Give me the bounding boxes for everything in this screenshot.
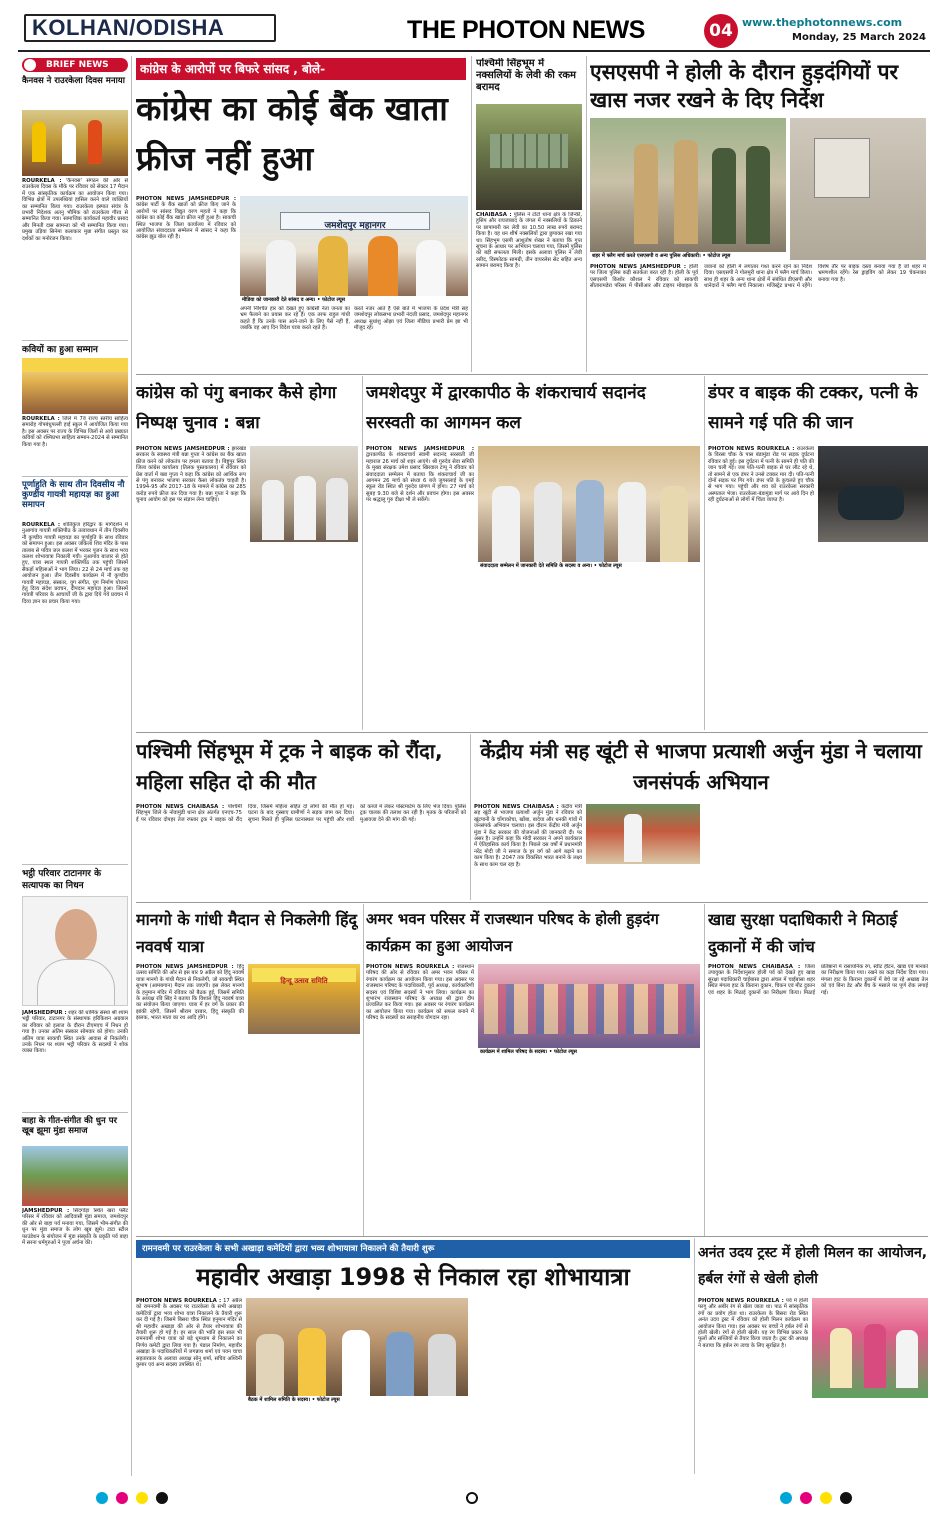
ssp-body-text: होली पर जिला पुलिस कड़ी सतर्कता बरत रही है। होली के पूर्व एसएसपी किशोर कौशल ने रविवार को साकची सीतारामडेरा परिसर में पीसीआर और टाइगर मोबाइल के जवानों को होली में लगातार गश्त करने रहने का निर्देश दिया। एसएसपी ने गोलमुरी थाना क्षेत्र में फ्लैग मार्च किया। साथ ही शहर के अन्य थाना क्षेत्रों में संबंधित डीएसपी और थानेदारों ने फ्लैग मार्च निकाला। मजिस्ट्रेट प्रभार में रहेंगे। विशेष तौर पर बाइक दस्ता बनाया गया है जो शहर में भ्रमणशील रहेंगे। रेस ड्राइविंग को लेकर 19 चेकनाका बनाया गया है। (590, 264, 926, 290)
lead-kicker-text: कांग्रेस के आरोपों पर बिफरे सांसद , बोले- (140, 62, 326, 76)
shankaracharya-caption: संवाददाता सम्मेलन में जानकारी देते समिति के सदस्य व अन्य। • फोटोज ल्यूस (478, 562, 700, 570)
mahavir-body-text: 17 अप्रैल को रामनवमी के अवसर पर राउरकेला के सभी अखाड़ा कमेटियों द्वारा भव्य शोभा यात्रा निकालने के तैयारी शुरू कर दी गई है। जिसमे बिसरा चौक स्थित हनुमान मंदिर से श्री महावीर अखाड़ा की ओर से तैयार शोभायात्रा की तैयारी शुरू हो गई है। हर साल की भांति इस साल भी रामनवमी शोभा यात्रा को बड़े धूमधाम से निकालने का निर्णय कमेटी द्वारा लिया गया है। पंडाल निर्माण, महावीर अखाड़ा के पदाधिकारियों में जगन्नाथ शर्मा एवं पवन चाचा सहतारकार के अलावा अध्यक्ष सोनू शर्मा, सचिव अश्विनी कुमार एवं अन्य सदस्य उपस्थित थे। (136, 1298, 242, 1369)
lead-banner (280, 212, 430, 230)
brief-news-label (22, 58, 128, 72)
naxal-headline: पश्चिमी सिंहभूम में नक्सलियों के लेवी की रकम बरामद (476, 58, 577, 93)
anant-body-text: पर्व में होली फागु और अबीर रंग से खेला जाता था। पाठ में सांस्कृतिक रंगों का प्रयोग होता था। राउरकेला के बिसरा रोड स्थित अनंत उदय ट्रस्ट में रविवार को होली मिलन कार्यक्रम का आयोजन किया गया। इस अवसर पर बच्चों ने हर्बल रंगों से होली खेली। रंगों से होली खेली। यह रंग विभिन्न प्रकार के फूलों और सब्जियों से तैयार किया जाता है। ट्रस्ट की अध्यक्ष ने बताया कि हर्बल रंग त्वचा के लिए सुरक्षित है। (698, 1298, 808, 1349)
dateline: PHOTON NEWS JAMSHEDPUR : (136, 446, 230, 452)
dateline: JAMSHEDPUR : (22, 1208, 70, 1214)
registration-target (466, 1492, 478, 1504)
anant-photo (812, 1298, 928, 1398)
paper-title-text: THE PHOTON NEWS (407, 16, 645, 44)
dateline: PHOTON NEWS ROURKELA : (366, 964, 455, 970)
mahavir-body-col3 (472, 1298, 690, 1474)
print-registration-marks (0, 1482, 945, 1512)
mahavir-kicker (136, 1240, 690, 1258)
ssp-body (590, 264, 926, 370)
naxal-col-rule (586, 56, 587, 372)
rajasthan-photo (478, 964, 700, 1048)
banna-body-col1 (136, 446, 246, 728)
navvarsh-body-col1 (136, 964, 244, 1234)
issue-date: Monday, 25 March 2024 (792, 32, 926, 43)
rajasthan-headline: अमर भवन परिसर में राजस्थान परिषद के होली हुड़दंग कार्यक्रम का हुआ आयोजन (366, 910, 659, 955)
brief-item-4-body (22, 1010, 128, 1110)
registration-dot (780, 1492, 792, 1504)
food-body-text: जिला उपायुक्त के निर्देशानुसार होली पर्व को देखते हुए खाद्य सुरक्षा पदाधिकारी चाईबासा द्वारा अंचल में चाईबासा शहर स्थित मंगला हाट के किराना दुकान, चिकन एवं मीट दुकान एवं शहर के मिठाई दुकानों का निरीक्षण किया। मिठाई प्रतिष्ठानों में रासायनिक रंग, स्वीट हीटन, खाद्य एवं मानकों का निरीक्षण किया गया। रखने का कड़ा निर्देश दिया गया। मंगला हाट के किराना दुकानों में बेचे जा रहे अखाद्य तेल को एवं बिना डेट और बैच के मसाले पर पूर्ण रोक लगाई गई। (708, 964, 928, 996)
lead-headline: कांग्रेस का कोई बैंक खाता फ्रीज नहीं हुआ (136, 89, 448, 178)
brief-item-2-title: कवियों का हुआ सम्मान (22, 345, 98, 355)
brief-item-4-title: भट्ठी परिवार टाटानगर के सत्यापक का निधन (22, 869, 101, 891)
shankaracharya-headline: जमशेदपुर में द्वारकापीठ के शंकराचार्य सदानंद सरस्वती का आगमन कल (366, 383, 646, 433)
brief-item-1 (22, 76, 128, 86)
dumper-headline: डंपर व बाइक की टक्कर, पत्नी के सामने गई पति की जान (708, 383, 918, 433)
dateline: CHAIBASA : (476, 212, 512, 218)
brief-rule (22, 864, 128, 865)
ssp-photo (590, 118, 786, 260)
row-rule-1 (136, 374, 928, 375)
navvarsh-col-rule (363, 904, 364, 1236)
lead-kicker (136, 58, 466, 80)
navvarsh-banner-text: हिन्दू उत्सव समिति (280, 977, 328, 985)
website-link[interactable]: www.thephotonnews.com (742, 16, 903, 29)
ssp-headline: एसएसपी ने होली के दौरान हुड़दंगियों पर खास नजर रखने के दिए निर्देश (590, 60, 899, 112)
brief-news-icon (24, 59, 36, 71)
dateline: PHOTON NEWS CHAIBASA : (474, 804, 559, 810)
dumper-photo (818, 446, 928, 542)
anant-body-col1 (698, 1298, 808, 1474)
food-body (708, 964, 928, 1234)
arjun-body-col2 (586, 866, 700, 900)
lead-banner-text: जमशेदपुर महानगर (324, 221, 386, 231)
row-rule-4 (136, 1236, 928, 1237)
brief-rule (22, 1112, 128, 1113)
ssp-caption: शहर में फ्लैग मार्च करते एसएसपी व अन्य पुलिस अधिकारी। • फोटोज ल्यूस (590, 252, 786, 260)
arjun-headline: केंद्रीय मंत्री सह खूंटी से भाजपा प्रत्याशी अर्जुन मुंडा ने चलाया जनसंपर्क अभियान (480, 739, 922, 794)
lead-photo (240, 196, 468, 296)
dateline: PHOTON NEWS ROURKELA : (708, 446, 795, 452)
row-rule-3 (136, 902, 928, 903)
truck-body (136, 804, 466, 900)
banna-col-rule (362, 376, 363, 730)
registration-dot (156, 1492, 168, 1504)
banna-body-text: झारखंड सरकार के स्वास्थ्य मंत्री बन्ना गुप्ता ने कांग्रेस का बैंक खाता फ्रीज करने को लोकतंत्र पर हमला बताया है। बिष्टुपुर स्थित जिला कांग्रेस कार्यालय (तिलक पुस्तकालय) में रविवार को प्रेस वार्ता में बन्ना गुप्ता ने कहा कि कांग्रेस को आर्थिक रूप से पंगु बनाकर भाजपा सरकार कैसा लोकतंत्र चाहती है। 1994-95 और 2017-18 के मामले में कांग्रेस का 285 करोड़ रुपये फ्रीज कर दिया गया है। बन्ना गुप्ता ने कहा कि चुनाव आयोग को इस पर संज्ञान लेना चाहिए। (136, 446, 246, 504)
section-label-text: KOLHAN/ODISHA (32, 15, 225, 40)
brief-item-5-body (22, 1208, 128, 1474)
brief-body-text: सिदगोड़ा स्थित खरा फ्लैट परिसर में रविवार को आदिवासी मुंडा समाज, जमशेदपुर की ओर से बाहा पर्व मनाया गया, जिसमें भीम-संगीत की धुन पर मुंडा समाज के लोग खूब झूमे। टाटा स्टील फाउंडेशन के संयोजन में मुंडा संस्कृति के प्रकृति पर्व बाहा में सरना धर्मगुरुओं ने पूजा अर्चना की। (22, 1208, 128, 1247)
brief-item-title: कैनवस ने राउरकेला दिवस मनाया (22, 76, 125, 86)
dateline: PHOTON NEWS JAMSHEDPUR : (136, 196, 236, 202)
rajasthan-body-col1 (366, 964, 474, 1234)
paper-title (356, 14, 696, 50)
dateline: PHOTON NEWS JAMSHEDPUR : (136, 964, 234, 970)
brief-item-5-title: बाहा के गीत-संगीत की धुन पर खूब झूमा मुंडा समाज (22, 1116, 118, 1136)
shankaracharya-body-col2 (478, 574, 700, 728)
brief-body-text: शांतिकुंज हरिद्वार के मार्गदर्शन में नुआगांव गायत्री शक्तिपीठ के तत्वावधान में तीन दिवसीय नौ कुण्डीय गायत्री महायज्ञ का पूर्णाहुति के साथ रविवार को समापन हुआ। इस अवसर जोकेला शिव मंदिर के पास तालाब से पवित्र जल कलश में भरकर पूजन के साथ भव्य कलश शोभायात्रा निकाली गयी। नुआगांव बाजार से होते हुए, यात्रा स्थल गायत्री शक्तिपीठ तक पहुंची जिसमें सैकड़ों महिलाओं ने भाग लिया। 22 से 24 मार्च तक यह आयोजन हुआ। तीन दिवसीय कार्यक्रम में नौ कुण्डीय गायत्री महायज्ञ, संस्कार, युग संगीत, युग निर्माण योजना हेतु दिव्य संदेश प्रवचन, दीपदान महायज्ञ हुआ। जिसमें गायत्री परिवार के आचार्यों जी के द्वारा दिये गये प्रवचन में दिव्य ज्ञान का प्रचार किया गया। (22, 522, 128, 605)
arjun-body-col1 (474, 804, 582, 900)
mahavir-kicker-text: रामनवमी पर राउरकेला के सभी अखाड़ा कमेटियों द्वारा भव्य शोभायात्रा निकालने की तैयारी शुरू (142, 1244, 435, 1254)
mahavir-body-col1 (136, 1298, 242, 1474)
lead-body-text: कांग्रेस पार्टी के बैंक खातों को फ्रीज किए जाने के आरोपों पर सांसद विद्युत वरण महतो ने कहा कि कांग्रेस का कोई बैंक खाता फ्रीज नहीं हुआ है। साकची स्थित भाजपा के जिला कार्यालय में रविवार को आयोजित संवाददाता सम्मेलन में सांसद ने कहा कि कांग्रेस झूठ बोल रही है। (136, 202, 236, 241)
brief-item-2-body (22, 416, 128, 474)
naxal-body-text: पुलिस ने टोंटो थाना क्षेत्र के जिन्की, हुसिप और रायजाबाद के जंगल में नक्सलियों के ठिकाने पर छापामारी कर लेवी का 10.50 लाख रुपये बरामद किया है। यह धन शीर्ष नक्सलियों द्वारा छुपाकर रखा गया था। सिंहभूम एसपी आशुतोष शेखर ने बताया कि गुप्त सूचना के आधार पर अभियान चलाया गया, जिसमें पुलिस को बड़ी सफलता मिली। इसके अलावा पुलिस ने लेवी रसीद, विस्फोटक सामग्री, तीन वायरलेस सेट सहित अन्य सामान बरामद किया है। (476, 212, 582, 270)
shankaracharya-photo (478, 446, 700, 562)
sidebar-divider (131, 56, 132, 1476)
registration-dot (96, 1492, 108, 1504)
lead-col-rule (471, 56, 472, 372)
dateline: ROURKELA : (22, 416, 60, 422)
dateline: PHOTON NEWS CHAIBASA : (136, 804, 225, 810)
banna-photo (250, 446, 358, 542)
brief-rule (22, 476, 128, 477)
brief-photo-dance (22, 1146, 128, 1206)
lead-body-col1 (136, 196, 236, 326)
navvarsh-headline: मानगो के गांधी मैदान से निकलेगी हिंदू नववर्ष यात्रा (136, 910, 357, 956)
registration-dot (800, 1492, 812, 1504)
page-number (704, 14, 738, 48)
dumper-body-text: राउरकेला के विरसा चौक के पास बंडामुंडा रोड पर सड़क दुर्घटना रविवार को हुई। इस दुर्घटना में पत्नी के सामने ही पति की जान चली गई। जब पति-पत्नी बाइक से घर लौट रहे थे, तो सामने से एक डंपर ने उनसे टक्कर मार दी। पति-पत्नी दोनों सड़क पर गिर गये। डंपर पति के कुचलते हुए चौक से भाग गया। पहुंची और शव को राउरकेला सरकारी अस्पताल भेजा। राउरकेला-बंडामुंडा मार्ग पर आये दिन हो रही दुर्घटनाओं से लोगों में चिंता व्याप्त है। (708, 446, 814, 504)
dateline: PHOTON NEWS ROURKELA : (698, 1298, 784, 1304)
mahavir-caption: बैठक में शामिल समिति के सदस्य। • फोटोज ल्यूस (246, 1396, 468, 1404)
dateline: PHOTON NEWS JAMSHEDPUR : (590, 264, 687, 270)
mahavir-col-rule (694, 1238, 695, 1474)
arjun-photo (586, 804, 700, 864)
mahavir-headline: महावीर अखाड़ा 1998 से निकाल रहा शोभायात्रा (196, 1263, 630, 1291)
navvarsh-body-text: हिंदू उत्सव समिति की ओर से इस बार 9 अप्रैल को हिंदू नववर्ष यात्रा मानगो के गांधी मैदान से निकलेगी, जो साकची स्थित सुभाष (आमबगान) मैदान तक जाएगी। इस लेकर मानगो के हनुमान मंदिर में रविवार को बैठक हुई, जिसमें समिति के अध्यक्ष रवि सिंह ने बताया कि विशाल हिंदू नववर्ष यात्रा का संयोजन किया जाएगा। यात्रा में हर वर्ग के प्रकार की झांकी रहेगी, जिसमें श्रीराम दरबार, हिंदू संस्कृति की झलक, भारत माता का रथ आदि होंगे। (136, 964, 244, 1022)
lead-body-col3: करते नजर आते हैं ऐसे बातें में भाजपा के प्रदेश मंत्री सह जमशेदपुर लोकसभा प्रभारी नंदजी प्रसाद, जमशेदपुर महानगर अध्यक्ष सुधांशु ओझा एवं जिला मीडिया प्रभारी प्रेम झा भी मौजूद रहे। (354, 306, 468, 332)
dateline: ROURKELA : (22, 522, 61, 528)
banna-body-col2 (250, 546, 358, 726)
dateline: PHOTON NEWS ROURKELA : (136, 1298, 222, 1304)
rajasthan-caption: कार्यक्रम में शामिल परिषद के सदस्य। • फोटोज ल्यूस (478, 1048, 700, 1056)
brief-photo-award (22, 110, 128, 176)
row-rule-2 (136, 732, 928, 733)
mahavir-photo (246, 1298, 468, 1404)
brief-item-1-body (22, 178, 128, 338)
shankaracharya-body-col1 (366, 446, 474, 728)
brief-photo-poets (22, 358, 128, 414)
dateline: PHOTON NEWS JAMSHEDPUR : (366, 446, 474, 452)
lead-body-col2: अपनी निश्चित हार को देखते हुए कांग्रेसी नेता जनता का भ्रम फैलाने का प्रयास कर रहे हैं। एक तरफ राहुल गांधी कहते हैं कि उनके पास आने-जाने के लिए पैसे नहीं हैं, जबकि वह आए दिन विदेश यात्रा करते रहते हैं। (240, 306, 350, 332)
ssp-photo-2 (790, 118, 926, 260)
dumper-body-col1 (708, 446, 814, 728)
mahavir-body-col2 (246, 1408, 468, 1474)
naxal-body (476, 212, 582, 370)
brief-item-3-body (22, 522, 128, 862)
anant-headline: अनंत उदय ट्रस्ट में होली मिलन का आयोजन, हर्बल रंगों से खेली होली (698, 1245, 928, 1287)
registration-dot (820, 1492, 832, 1504)
rajasthan-col-rule (704, 904, 705, 1236)
navvarsh-body-col2 (248, 1038, 360, 1234)
shankaracharya-col-rule (704, 376, 705, 730)
truck-body-text: पश्चिमी सिंहभूम जिले के नोवामुंडी थाना क्षेत्र अंतर्गत एनएच-75 ई पर रविवार दोपहर तेज रफ्तार ट्रक ने बाइक को रौंद दिया, जिसमें महिला सहित दो लोगों की मौत हो गई। घटना के बाद गुस्साए ग्रामीणों ने सड़क जाम कर दिया। सूचना मिलते ही पुलिस घटनास्थल पर पहुंची और शवों को कब्जे में लेकर पोस्टमार्टम के लिए भेज दिया। पुलिस ट्रक चालक की तलाश कर रही है। मृतक के परिजनों को मुआवजा देने की मांग की गई। (136, 804, 466, 823)
brief-body-text: जिले में 7वें राज्य स्तरीय साहित्य समारोह गोपबंधुपल्ली हाई स्कूल में आयोजित किया गया है। इस अवसर पर राज्य के विभिन्न जिलों से आये प्रख्यात कवियों को रश्मिप्रभा साहित्य सम्मान-2024 से सम्मानित किया गया है। (22, 416, 128, 448)
masthead-rule (18, 50, 930, 52)
dateline: ROURKELA : (22, 178, 62, 184)
banna-headline: कांग्रेस को पंगु बनाकर कैसे होगा निष्पक्ष चुनाव : बन्ना (136, 383, 337, 433)
brief-body-text: 'कैनवस' संगठन की ओर से राउरकेला दिवस के मौके पर रविवार को सेक्टर 17 मैदान में एक सांस्कृतिक कार्यक्रम का आयोजन किया गया। विभिन्न क्षेत्रों में उपलब्धियां हासिल करने वाले व्यक्तियों का सम्मानित किया गया। राउरकेला इस्पात संयंत्र के प्रभारी निदेशक अतनु भौमिक को राउरकेला गौरव से सम्मानित किया गया। सामाजिक कार्यकर्ता महावीर प्रसाद और मिनती दास सामन्ता को भी सम्मानित किया गया। प्रमुख उड़िया सिनेमा कलाकार मुन्ना संगीत प्रस्तुत कर दर्शकों का मनोरंजन किया। (22, 178, 128, 242)
arjun-body-text: केंद्रीय मंत्री सह खूंटी से भाजपा प्रत्याशी अर्जुन मुंडा ने रविवार को खूंटपानी के चोंगाकोचा, खोंबा, बादेया और धनकी गांवों में जनसंपर्क अभियान चलाया। इस दौरान केंद्रीय मंत्री अर्जुन मुंडा ने केंद्र सरकार की योजनाओं की जानकारी दी। पर असर है। उन्होंने कहा कि मोदी सरकार ने अपने कार्यकाल में ऐतिहासिक कार्य किया है। पिछले दस वर्षों में प्रधानमंत्री नरेंद्र मोदी जी ने समाज के हर वर्ग को आगे बढ़ाने का काम किया है। 2047 तक विकसित भारत बनाने के लक्ष्य के साथ काम चल रहा है। (474, 804, 582, 868)
dateline: PHOTON NEWS CHAIBASA : (708, 964, 801, 970)
rajasthan-body-text: राजस्थान परिषद की ओर से रविवार को अमर भवन परिसर में रंगारंग कार्यक्रम का आयोजन किया गया। इस अवसर पर राजस्थान परिषद के पदाधिकारी, पूर्व अध्यक्ष, कार्यकारिणी सदस्य एवं विशिष्ट सदस्यों ने भाग लिया। कार्यक्रम का शुभारंभ राजस्थान परिषद के अध्यक्ष श्री द्वारा दीप प्रज्वलित कर किया गया। इस अवसर पर रंगारंग कार्यक्रम का आयोजन किया गया। कार्यक्रम को सफल बनाने में परिषद के सदस्यों का सराहनीय योगदान रहा। (366, 964, 474, 1022)
food-headline: खाद्य सुरक्षा पदाधिकारी ने मिठाई दुकानों में की जांच (708, 910, 898, 956)
brief-news-text: BRIEF NEWS (46, 60, 109, 70)
dumper-body-col2 (818, 546, 928, 726)
navvarsh-photo (248, 964, 360, 1034)
truck-headline: पश्चिमी सिंहभूम में ट्रक ने बाइक को रौंदा, महिला सहित दो की मौत (136, 739, 443, 794)
dateline: JAMSHEDPUR : (22, 1010, 67, 1016)
brief-body-text: शहर की धार्मिक संस्था श्री श्याम भट्ठी परिवार, टाटानगर के संस्थापक हरिकिशन अग्रवाल का रविवार को इलाज के दौरान टीएमएच में निधन हो गया है। उनका अंतिम संस्कार सोमवार को होगा। उनकी अंतिम यात्रा साकची स्थित उनके आवास से निकलेगी। उनके निधन पर श्याम भट्ठी परिवार के सदस्यों ने शोक व्यक्त किया। (22, 1010, 128, 1055)
naxal-photo (476, 104, 582, 210)
registration-dot (116, 1492, 128, 1504)
registration-dot (840, 1492, 852, 1504)
registration-dot (136, 1492, 148, 1504)
brief-photo-portrait (22, 896, 128, 1006)
section-label (24, 14, 276, 42)
brief-rule (22, 340, 128, 341)
page-number-text: 04 (709, 21, 733, 41)
arjun-body-col3 (704, 804, 928, 900)
anant-body-col2 (812, 1402, 928, 1474)
navvarsh-banner (252, 968, 356, 985)
rajasthan-body-col2 (478, 1060, 700, 1234)
lead-caption: मीडिया को जानकारी देते सांसद व अन्य। • फोटोज ल्यूस (240, 296, 468, 304)
shankaracharya-body-text: द्वारकापीठ के शंकराचार्य स्वामी सदानंद सरस्वती जी महाराज 26 मार्च को शहर आएंगे। श्री गुरुदेव सेवा समिति के मुख्य संरक्षक उमेश प्रसाद खिरवाल टप्पू ने रविवार को संवाददाता सम्मेलन में बताया कि शंकराचार्य जी का आगमन 26 मार्च को संध्या 6 बजे जुगसलाई के एमई स्कूल रोड स्थित श्री गुरुदेव प्रांगण में होगा। 27 मार्च को सुबह 9.30 बजे से दर्शन और प्रवचन होगा। इस अवसर पर श्रद्धालु गुरु दीक्षा भी ले सकेंगे। (366, 452, 474, 504)
truck-col-rule (470, 734, 471, 900)
brief-item-3-title: पूर्णाहुति के साथ तीन दिवसीय नौ कुण्डीय गायत्री महायज्ञ का हुआ समापन (22, 480, 125, 510)
